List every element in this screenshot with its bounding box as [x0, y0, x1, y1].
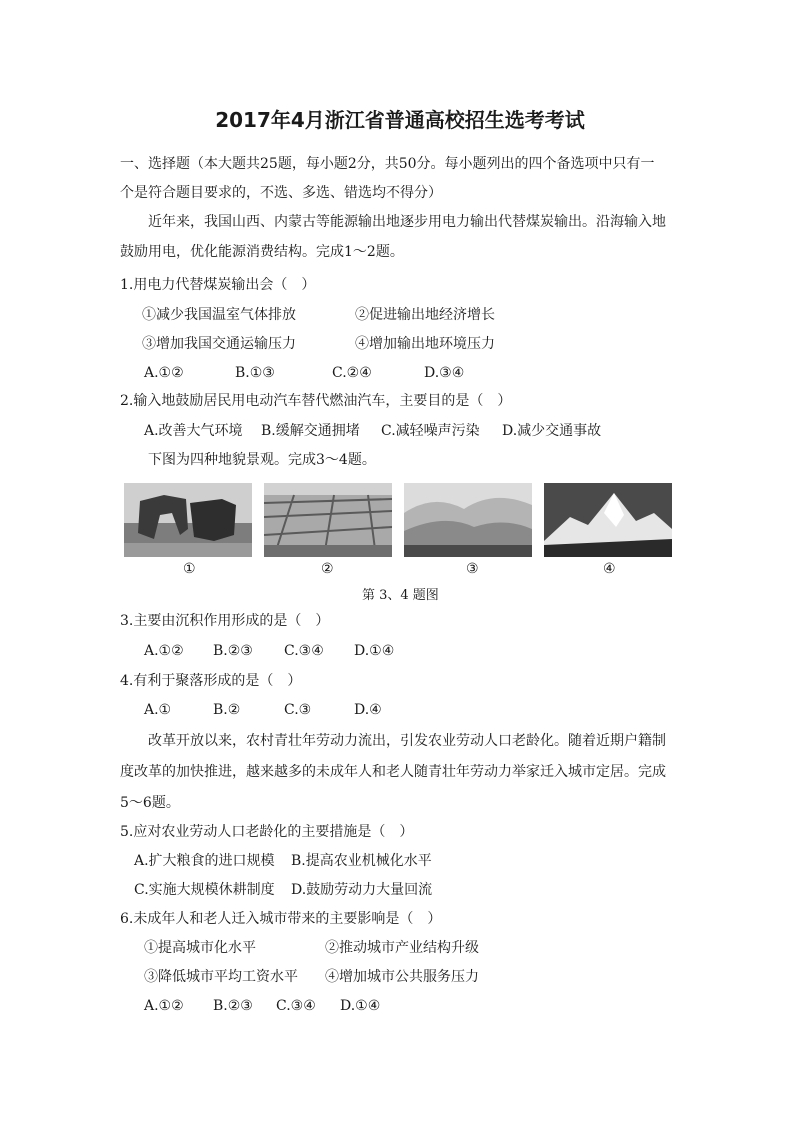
photo-label-4: ④ [603, 561, 616, 577]
landform-photo-1 [124, 483, 252, 557]
q6-option-d: D.①④ [340, 998, 381, 1014]
q6-item-1: ①提高城市化水平 [144, 940, 256, 956]
q1-item-2: ②促进输出地经济增长 [355, 307, 495, 323]
q4-option-a: A.① [144, 702, 172, 718]
q3-option-d: D.①④ [354, 643, 395, 659]
q1-item-1: ①减少我国温室气体排放 [142, 307, 296, 323]
q6-item-3: ③降低城市平均工资水平 [144, 969, 298, 985]
q6-stem: 6.未成年人和老人迁入城市带来的主要影响是（ ） [120, 911, 442, 927]
q3-option-a: A.①② [144, 643, 184, 659]
landform-photo-3 [404, 483, 532, 557]
q5-stem: 5.应对农业劳动人口老龄化的主要措施是（ ） [120, 824, 414, 840]
q3-stem: 3.主要由沉积作用形成的是（ ） [120, 613, 330, 629]
q6-option-c: C.③④ [276, 998, 316, 1014]
passage1-line2: 鼓励用电，优化能源消费结构。完成1～2题。 [120, 244, 404, 260]
passage2-line3: 5～6题。 [120, 795, 180, 811]
q1-stem: 1.用电力代替煤炭输出会（ ） [120, 277, 316, 293]
q2-option-a: A.改善大气环境 [144, 423, 243, 439]
q6-option-a: A.①② [144, 998, 184, 1014]
q2-option-d: D.减少交通事故 [502, 423, 602, 439]
q5-option-c: C.实施大规模休耕制度 [134, 882, 275, 898]
section-heading-line2: 个是符合题目要求的，不选、多选、错选均不得分） [120, 185, 442, 201]
section-heading-line1: 一、选择题（本大题共25题，每小题2分，共50分。每小题列出的四个备选项中只有一 [120, 156, 655, 172]
q1-item-3: ③增加我国交通运输压力 [142, 336, 296, 352]
q4-option-d: D.④ [354, 702, 382, 718]
q2-option-c: C.减轻噪声污染 [381, 423, 480, 439]
passage2-line1: 改革开放以来，农村青壮年劳动力流出，引发农业劳动人口老龄化。随着近期户籍制 [148, 733, 666, 749]
q5-option-b: B.提高农业机械化水平 [291, 853, 432, 869]
q4-option-c: C.③ [284, 702, 312, 718]
landform-photo-2 [264, 483, 392, 557]
q5-option-d: D.鼓励劳动力大量回流 [291, 882, 433, 898]
q4-option-b: B.② [213, 702, 241, 718]
q1-option-a: A.①② [144, 365, 184, 381]
figure-caption: 第 3、4 题图 [362, 588, 439, 603]
q3-option-c: C.③④ [284, 643, 324, 659]
q4-stem: 4.有利于聚落形成的是（ ） [120, 673, 302, 689]
q6-item-4: ④增加城市公共服务压力 [325, 969, 479, 985]
photo-label-2: ② [321, 561, 334, 577]
landform-photo-4 [544, 483, 672, 557]
q1-item-4: ④增加输出地环境压力 [355, 336, 495, 352]
passage1-line1: 近年来，我国山西、内蒙古等能源输出地逐步用电力输出代替煤炭输出。沿海输入地 [148, 214, 666, 230]
photo-label-1: ① [183, 561, 196, 577]
q1-option-d: D.③④ [424, 365, 465, 381]
q2-stem: 2.输入地鼓励居民用电动汽车替代燃油汽车，主要目的是（ ） [120, 393, 512, 409]
q5-option-a: A.扩大粮食的进口规模 [134, 853, 275, 869]
q6-item-2: ②推动城市产业结构升级 [325, 940, 479, 956]
photo-label-3: ③ [466, 561, 479, 577]
figure-intro: 下图为四种地貌景观。完成3～4题。 [148, 452, 376, 468]
q3-option-b: B.②③ [213, 643, 253, 659]
page-title: 2017年4月浙江省普通高校招生选考考试 [215, 108, 585, 132]
q2-option-b: B.缓解交通拥堵 [261, 423, 360, 439]
q6-option-b: B.②③ [213, 998, 253, 1014]
q1-option-b: B.①③ [235, 365, 275, 381]
passage2-line2: 度改革的加快推进，越来越多的未成年人和老人随青壮年劳动力举家迁入城市定居。完成 [120, 764, 666, 780]
q1-option-c: C.②④ [332, 365, 372, 381]
